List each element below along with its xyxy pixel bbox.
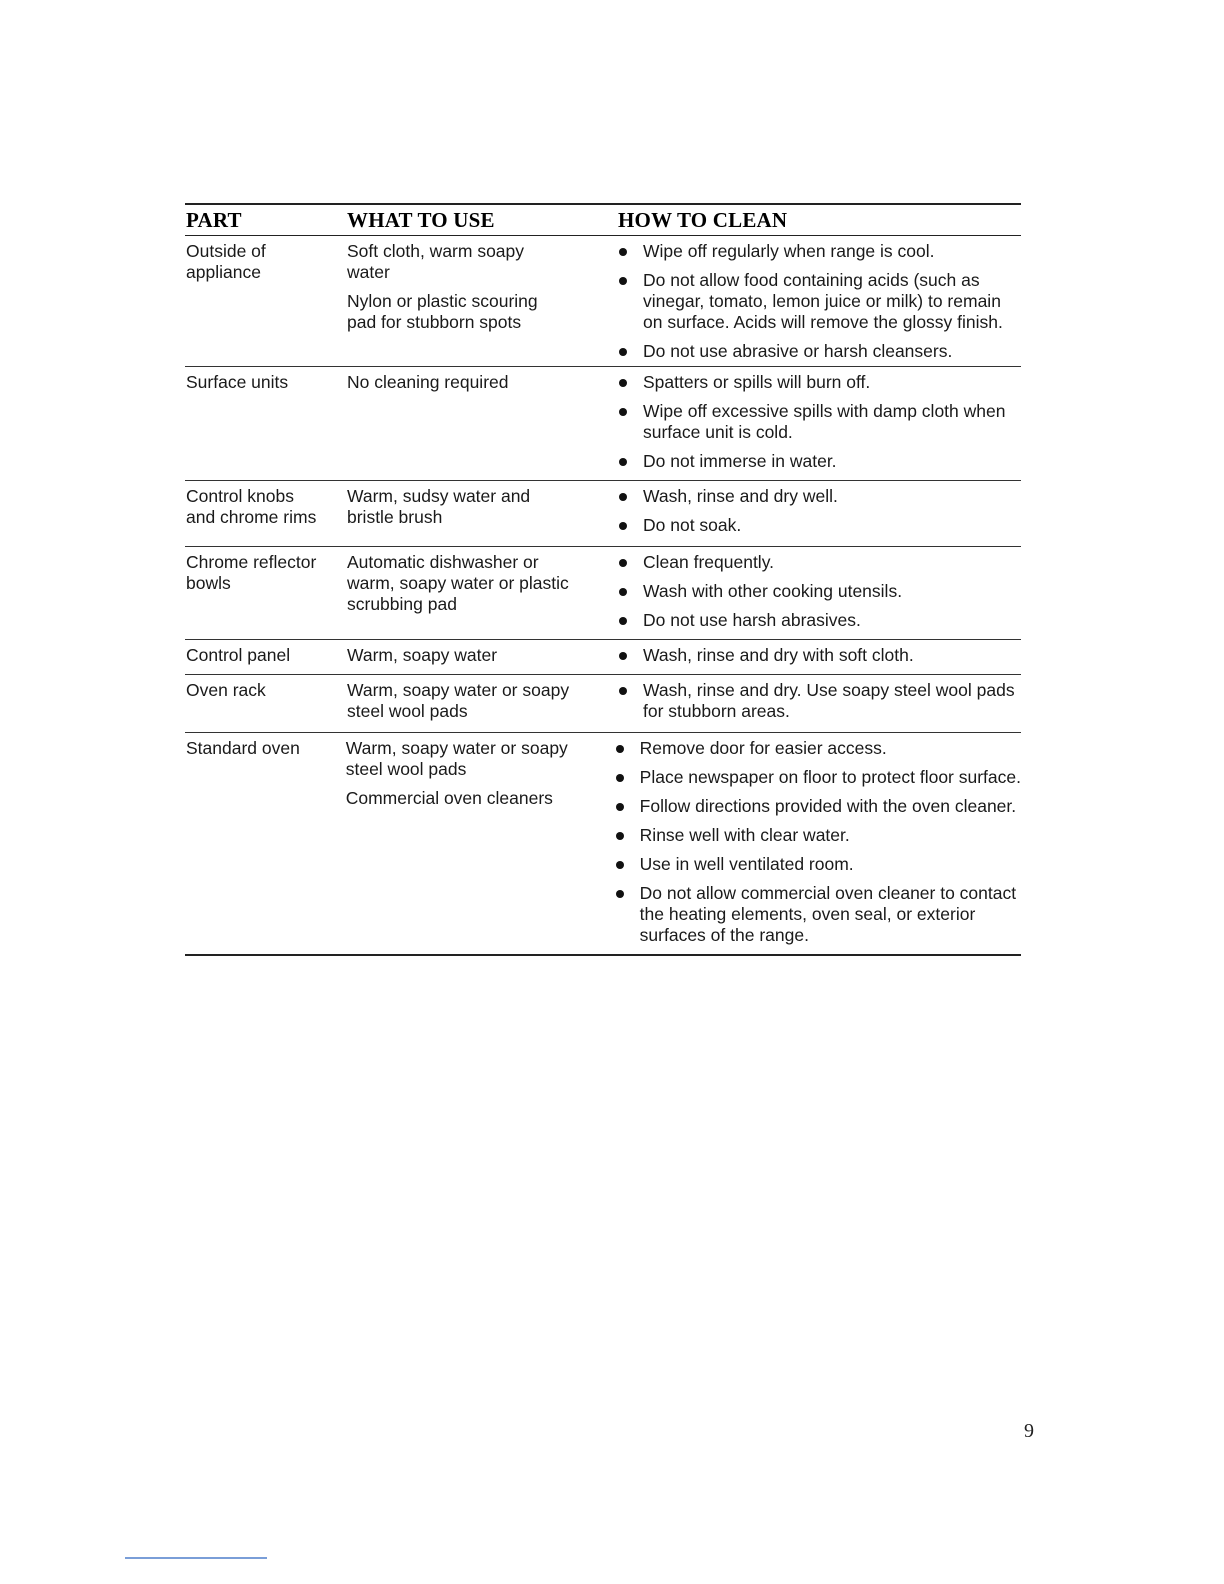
what-to-use-cell [347,552,609,639]
part-cell [185,680,347,732]
bullet-icon [616,890,624,898]
instruction-list [617,680,1021,722]
use-text: pad for stubborn spots [347,312,522,332]
instruction-text: Wipe off regularly when range is cool. [643,241,935,261]
bullet-icon [619,652,627,660]
bullet-icon [616,832,624,840]
instruction-item [614,738,1021,759]
use-text: Warm, soapy water or soapy [347,680,570,700]
part-cell [185,738,346,954]
bullet-icon [619,559,627,567]
instruction-text: the heating elements, oven seal, or exterior [639,904,976,924]
instruction-text: Remove door for easier access. [639,738,887,758]
instruction-item [617,610,1021,631]
use-item [347,486,609,528]
how-to-clean-cell [609,241,1021,366]
instruction-list [614,738,1021,946]
instruction-item [614,796,1021,817]
instruction-text: Rinse well with clear water. [639,825,850,845]
use-text: Commercial oven cleaners [345,788,553,808]
instruction-text: surface unit is cold. [643,422,793,442]
instruction-text: Do not soak. [643,515,742,535]
part-cell [185,372,347,480]
part-cell [185,552,347,639]
bullet-icon [619,617,627,625]
part-text: Standard oven [186,738,300,758]
use-item [347,552,609,615]
part-text: Control knobs [186,486,294,506]
table-row [185,675,1021,733]
instruction-item [617,341,1021,362]
part-cell [185,645,347,674]
use-text: Nylon or plastic scouring [347,291,538,311]
instruction-text: Wash, rinse and dry. Use soapy steel wool pads [643,680,1015,700]
part-cell [185,486,347,546]
instruction-text: Wash, rinse and dry well. [643,486,838,506]
instruction-item [617,451,1021,472]
instruction-text: Do not allow food containing acids (such as [643,270,980,290]
use-item [347,645,609,666]
bullet-icon [616,861,624,869]
use-text: Automatic dishwasher or [347,552,539,572]
table-row [185,367,1021,481]
use-text: warm, soapy water or plastic [347,573,569,593]
part-text: Outside of [186,241,266,261]
bullet-icon [619,277,627,285]
table-row [185,640,1021,675]
instruction-list [617,241,1021,362]
bullet-icon [619,588,627,596]
cleaning-chart-table [185,203,1021,956]
instruction-item [614,767,1021,788]
use-text: bristle brush [347,507,443,527]
table-row [185,481,1021,547]
instruction-item [617,581,1021,602]
table-row [185,547,1021,640]
use-item [347,291,609,333]
bullet-icon [619,379,627,387]
instruction-item [617,486,1021,507]
use-text: steel wool pads [347,701,468,721]
instruction-text: Spatters or spills will burn off. [643,372,871,392]
how-to-clean-cell [609,372,1021,480]
use-item [347,680,609,722]
instruction-text: Place newspaper on floor to protect floor surface. [639,767,1021,787]
how-to-clean-cell [609,552,1021,639]
bullet-icon [616,774,624,782]
bullet-icon [616,745,624,753]
what-to-use-cell [346,738,606,954]
table-row [185,733,1021,954]
bullet-icon [619,348,627,356]
part-text: appliance [186,262,261,282]
part-text: Chrome reflector [186,552,317,572]
instruction-text: surfaces of the range. [639,925,809,945]
how-to-clean-cell [609,645,1021,674]
part-text: Oven rack [186,680,266,700]
instruction-text: Do not use abrasive or harsh cleansers. [643,341,953,361]
use-text: Warm, sudsy water and [347,486,531,506]
use-text: No cleaning required [347,372,509,392]
use-text: steel wool pads [345,759,467,779]
how-to-clean-cell [609,680,1021,732]
bullet-icon [619,408,627,416]
instruction-text: Wash, rinse and dry with soft cloth. [643,645,914,665]
bullet-icon [616,803,624,811]
instruction-item [617,372,1021,393]
instruction-item [617,552,1021,573]
bullet-icon [619,522,627,530]
part-text: and chrome rims [186,507,317,527]
use-text: Soft cloth, warm soapy [347,241,525,261]
instruction-text: Use in well ventilated room. [639,854,854,874]
what-to-use-cell [347,241,609,366]
instruction-item [617,270,1021,333]
instruction-item [614,854,1021,875]
use-text: Warm, soapy water or soapy [345,738,568,758]
how-to-clean-cell [606,738,1021,954]
instruction-item [617,401,1021,443]
part-text: bowls [186,573,231,593]
instruction-item [617,680,1021,722]
instruction-text: on surface. Acids will remove the glossy finish. [643,312,1003,332]
instruction-item [617,241,1021,262]
bullet-icon [619,458,627,466]
instruction-text: Wash with other cooking utensils. [643,581,903,601]
header-how-to-clean: HOW TO CLEAN [618,207,788,232]
instruction-text: Do not use harsh abrasives. [643,610,861,630]
part-cell [185,241,347,366]
instruction-text: Clean frequently. [643,552,775,572]
table-header-row [185,205,1021,236]
header-part: PART [186,207,242,232]
footer-rule [125,1557,267,1559]
bullet-icon [619,248,627,256]
bullet-icon [619,687,627,695]
instruction-item [617,645,1021,666]
how-to-clean-cell [609,486,1021,546]
use-item [347,241,609,283]
use-item [346,788,606,809]
bullet-icon [619,493,627,501]
instruction-text: Wipe off excessive spills with damp cloth when [643,401,1006,421]
instruction-item [614,883,1021,946]
use-text: Warm, soapy water [347,645,498,665]
instruction-list [617,645,1021,666]
part-text: Control panel [186,645,291,665]
instruction-item [617,515,1021,536]
part-text: Surface units [186,372,289,392]
instruction-list [617,552,1021,631]
table-row [185,236,1021,367]
what-to-use-cell [347,645,609,674]
instruction-text: for stubborn areas. [643,701,790,721]
what-to-use-cell [347,372,609,480]
instruction-text: vinegar, tomato, lemon juice or milk) to remain [643,291,1001,311]
table-body [185,236,1021,954]
page-number: 9 [1024,1420,1034,1442]
instruction-text: Do not allow commercial oven cleaner to contact [639,883,1017,903]
instruction-text: Do not immerse in water. [643,451,837,471]
instruction-item [614,825,1021,846]
instruction-list [617,486,1021,536]
use-text: water [347,262,390,282]
what-to-use-cell [347,680,609,732]
instruction-text: Follow directions provided with the oven cleaner. [639,796,1017,816]
use-text: scrubbing pad [347,594,457,614]
use-item [346,738,606,780]
use-item [347,372,609,393]
instruction-list [617,372,1021,472]
what-to-use-cell [347,486,609,546]
header-what-to-use: WHAT TO USE [347,207,495,232]
